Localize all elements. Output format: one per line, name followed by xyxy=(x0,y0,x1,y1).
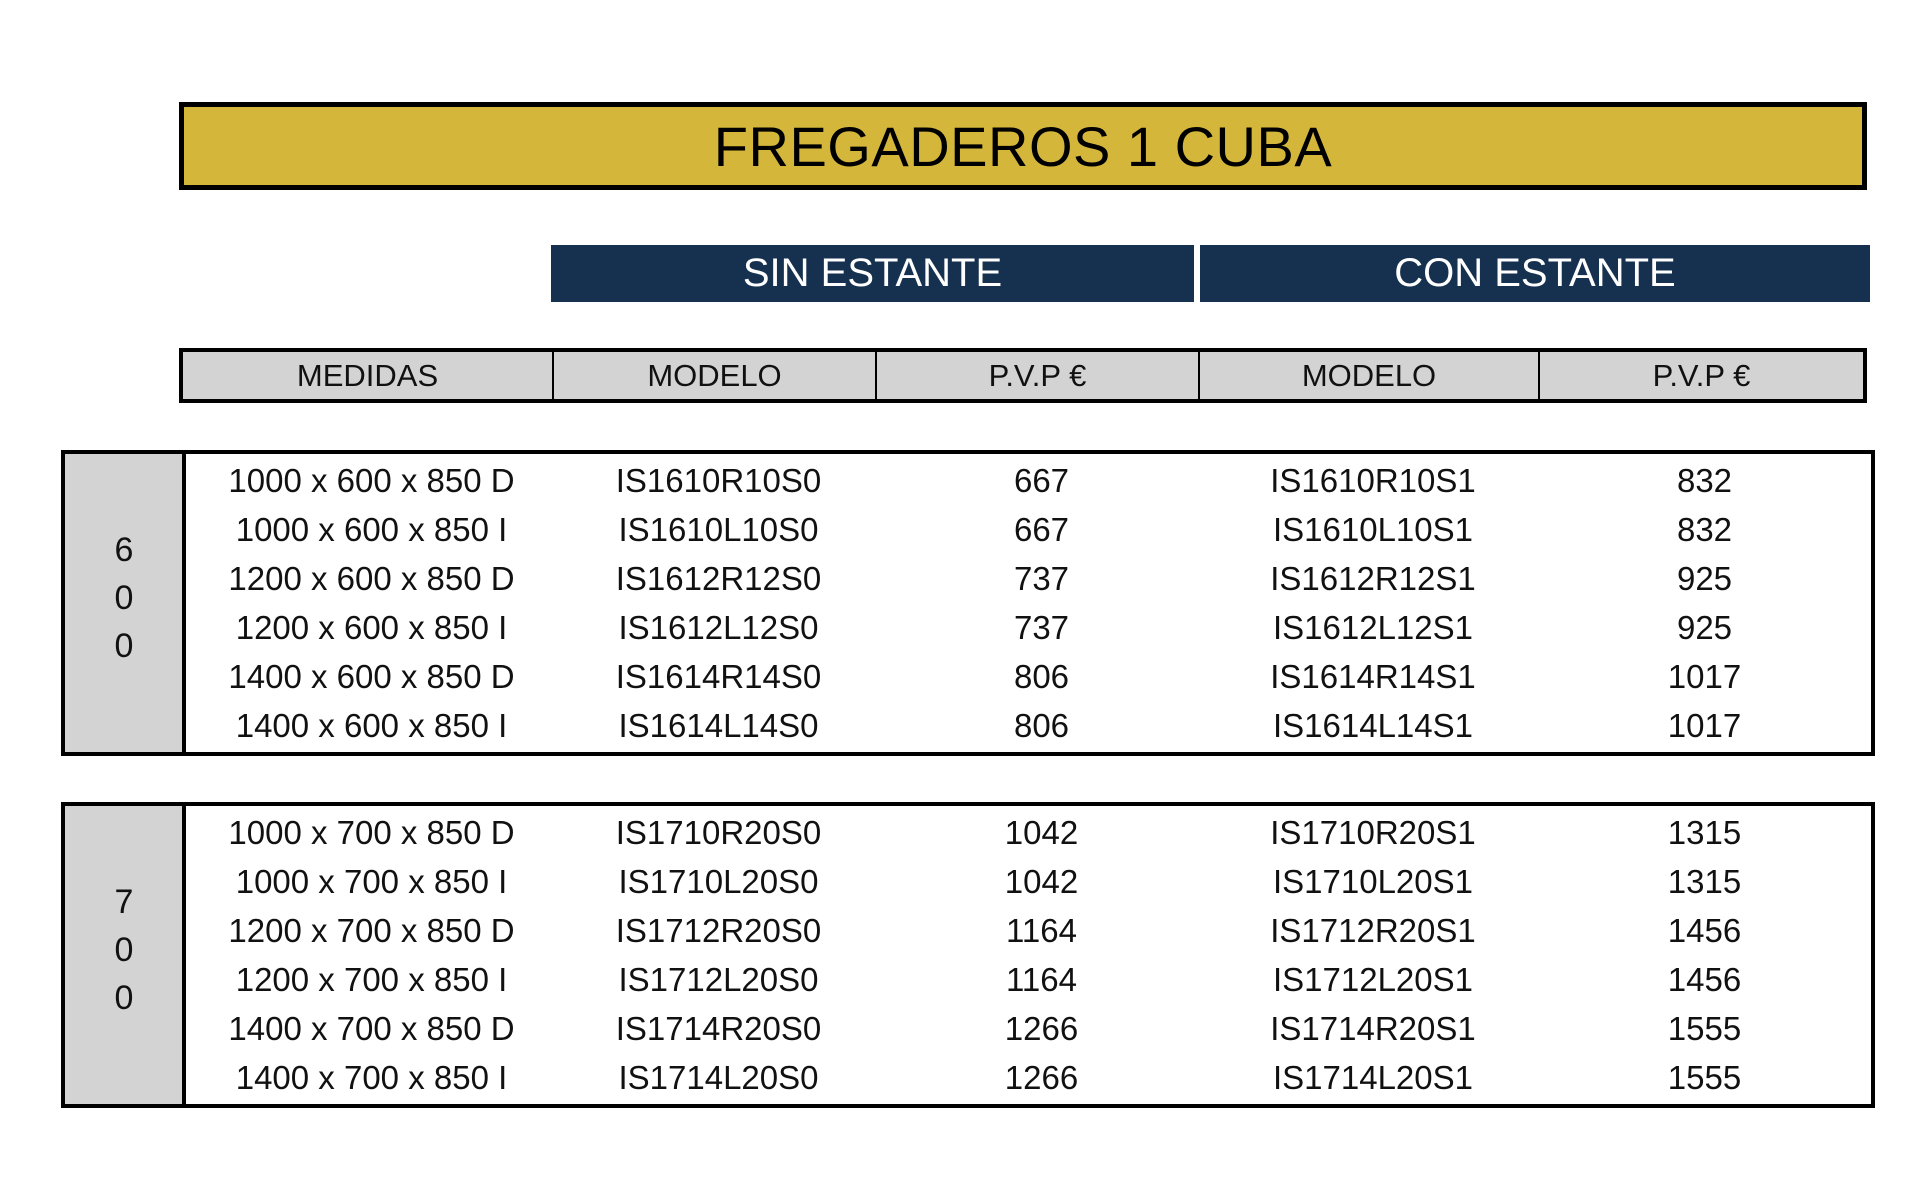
cell-modelo-sin: IS1610L10S0 xyxy=(618,510,819,548)
block-label-text: 700 xyxy=(105,883,143,1027)
cell-modelo-con: IS1712L20S1 xyxy=(1272,960,1473,998)
cell-medidas: 1000 x 600 x 850 D xyxy=(228,461,515,499)
cell-modelo-con: IS1612L12S1 xyxy=(1272,608,1473,646)
cell-modelo-con: IS1712R20S1 xyxy=(1270,911,1476,949)
cell-pvp-con: 832 xyxy=(1676,461,1733,499)
cell-modelo-sin: IS1714L20S0 xyxy=(618,1058,819,1096)
table-row xyxy=(186,809,1871,857)
cell-pvp-con: 925 xyxy=(1676,559,1733,597)
group-header-con-estante: CON ESTANTE xyxy=(1200,245,1870,302)
block-rows xyxy=(186,454,1871,752)
table-row xyxy=(186,956,1871,1004)
block-label xyxy=(65,806,186,1104)
group-header-sin-estante: SIN ESTANTE xyxy=(551,245,1194,302)
title-banner xyxy=(179,102,1867,190)
cell-medidas: 1400 x 700 x 850 I xyxy=(235,1058,508,1096)
cell-pvp-con: 1315 xyxy=(1667,862,1742,900)
table-row xyxy=(186,555,1871,603)
cell-modelo-con: IS1610R10S1 xyxy=(1270,461,1476,499)
cell-modelo-sin: IS1712R20S0 xyxy=(615,911,822,949)
cell-pvp-con: 1456 xyxy=(1667,960,1742,998)
cell-modelo-sin: IS1710R20S0 xyxy=(615,813,822,851)
cell-medidas: 1200 x 700 x 850 D xyxy=(228,911,515,949)
cell-medidas: 1000 x 700 x 850 I xyxy=(235,862,508,900)
block-rows xyxy=(186,806,1871,1104)
cell-pvp-sin: 1266 xyxy=(1004,1058,1079,1096)
cell-modelo-sin: IS1614L14S0 xyxy=(618,706,819,744)
table-row xyxy=(186,457,1871,505)
cell-pvp-con: 1555 xyxy=(1667,1009,1742,1047)
column-header-row xyxy=(179,348,1867,403)
block-label-text: 600 xyxy=(105,531,143,675)
cell-pvp-sin: 667 xyxy=(1013,510,1070,548)
cell-modelo-con: IS1612R12S1 xyxy=(1270,559,1476,597)
cell-modelo-sin: IS1610R10S0 xyxy=(615,461,822,499)
column-header-pvp-con: P.V.P € xyxy=(1652,357,1751,393)
cell-pvp-sin: 1266 xyxy=(1004,1009,1079,1047)
block-label xyxy=(65,454,186,752)
table-row xyxy=(186,1054,1871,1102)
page-title: FREGADEROS 1 CUBA xyxy=(713,114,1333,178)
cell-modelo-sin: IS1712L20S0 xyxy=(618,960,819,998)
cell-modelo-con: IS1614R14S1 xyxy=(1270,657,1476,695)
column-header-modelo-sin: MODELO xyxy=(554,352,877,399)
cell-modelo-sin: IS1614R14S0 xyxy=(615,657,822,695)
cell-pvp-sin: 806 xyxy=(1013,657,1070,695)
cell-pvp-sin: 806 xyxy=(1013,706,1070,744)
column-header-modelo-con: MODELO xyxy=(1200,352,1540,399)
cell-medidas: 1400 x 600 x 850 D xyxy=(228,657,515,695)
cell-medidas: 1000 x 700 x 850 D xyxy=(228,813,515,851)
cell-modelo-con: IS1714R20S1 xyxy=(1270,1009,1476,1047)
cell-pvp-sin: 1042 xyxy=(1004,813,1079,851)
cell-pvp-con: 1017 xyxy=(1667,706,1742,744)
cell-modelo-con: IS1714L20S1 xyxy=(1272,1058,1473,1096)
cell-pvp-con: 832 xyxy=(1676,510,1733,548)
cell-pvp-sin: 737 xyxy=(1013,559,1070,597)
cell-pvp-sin: 667 xyxy=(1013,461,1070,499)
table-row xyxy=(186,702,1871,750)
table-row xyxy=(186,604,1871,652)
cell-modelo-sin: IS1612L12S0 xyxy=(618,608,819,646)
table-row xyxy=(186,653,1871,701)
table-block-700 xyxy=(61,802,1875,1108)
cell-modelo-con: IS1614L14S1 xyxy=(1272,706,1473,744)
cell-pvp-con: 1315 xyxy=(1667,813,1742,851)
cell-modelo-sin: IS1710L20S0 xyxy=(618,862,819,900)
cell-pvp-sin: 1042 xyxy=(1004,862,1079,900)
cell-pvp-sin: 1164 xyxy=(1006,960,1077,998)
cell-modelo-con: IS1710L20S1 xyxy=(1272,862,1473,900)
cell-pvp-con: 925 xyxy=(1676,608,1733,646)
cell-pvp-con: 1017 xyxy=(1667,657,1742,695)
cell-medidas: 1200 x 700 x 850 I xyxy=(235,960,508,998)
cell-medidas: 1400 x 700 x 850 D xyxy=(228,1009,515,1047)
column-header-medidas: MEDIDAS xyxy=(183,352,554,399)
table-row xyxy=(186,858,1871,906)
table-row xyxy=(186,506,1871,554)
table-block-600 xyxy=(61,450,1875,756)
cell-medidas: 1200 x 600 x 850 I xyxy=(235,608,508,646)
table-row xyxy=(186,1005,1871,1053)
cell-modelo-con: IS1710R20S1 xyxy=(1270,813,1476,851)
cell-pvp-con: 1555 xyxy=(1667,1058,1742,1096)
cell-pvp-con: 1456 xyxy=(1667,911,1742,949)
cell-modelo-sin: IS1612R12S0 xyxy=(615,559,822,597)
cell-modelo-con: IS1610L10S1 xyxy=(1272,510,1473,548)
cell-pvp-sin: 737 xyxy=(1013,608,1070,646)
table-row xyxy=(186,907,1871,955)
cell-pvp-sin: 1164 xyxy=(1006,911,1077,949)
cell-medidas: 1400 x 600 x 850 I xyxy=(235,706,508,744)
column-header-pvp-sin: P.V.P € xyxy=(877,352,1200,399)
cell-medidas: 1000 x 600 x 850 I xyxy=(235,510,508,548)
cell-modelo-sin: IS1714R20S0 xyxy=(615,1009,822,1047)
cell-medidas: 1200 x 600 x 850 D xyxy=(228,559,515,597)
